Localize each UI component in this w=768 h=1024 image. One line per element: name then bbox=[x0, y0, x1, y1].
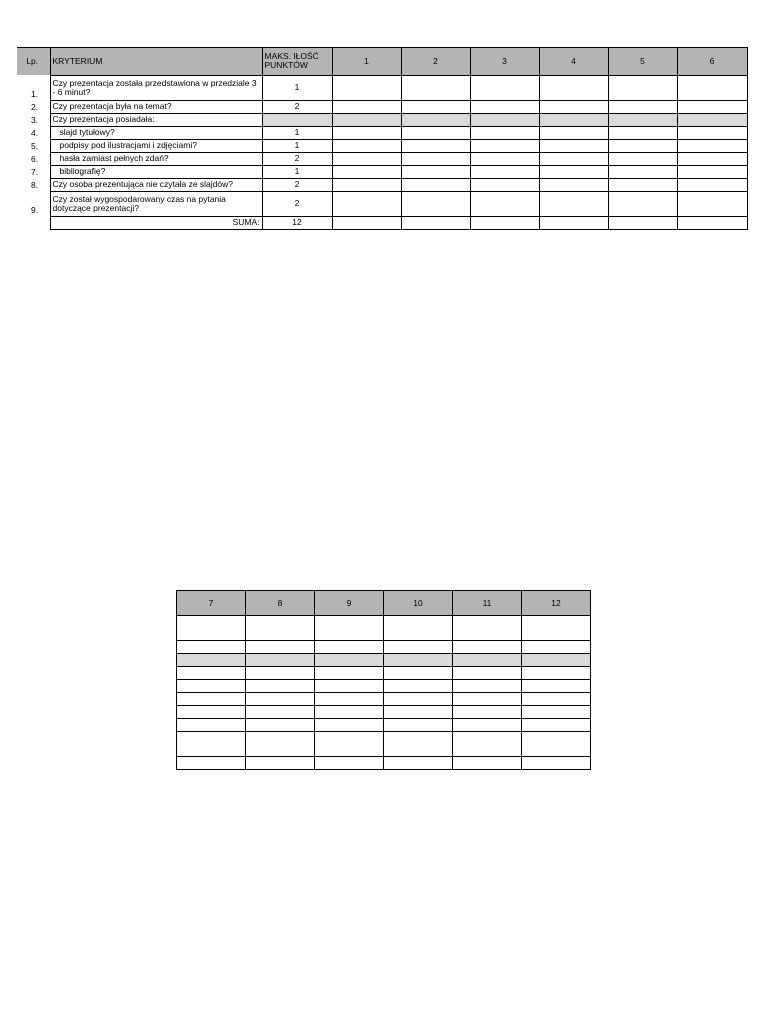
sum-cell[interactable] bbox=[522, 757, 591, 770]
score-cell[interactable] bbox=[401, 139, 470, 152]
row-number: 8. bbox=[31, 180, 39, 190]
score-cell[interactable] bbox=[539, 191, 608, 216]
header-col-7: 7 bbox=[177, 591, 246, 616]
score-cell[interactable] bbox=[608, 152, 677, 165]
sum-max-points: 12 bbox=[262, 216, 332, 229]
score-cell bbox=[677, 113, 747, 126]
row-criterion: hasła zamiast pełnych zdań? bbox=[50, 152, 262, 165]
score-cell[interactable] bbox=[470, 178, 539, 191]
row-criterion: Czy został wygospodarowany czas na pytania dotyczące prezentacji? bbox=[50, 191, 262, 216]
sum-cell[interactable] bbox=[470, 216, 539, 229]
table-row bbox=[177, 616, 591, 641]
row-number-empty bbox=[17, 216, 50, 229]
row-criterion: bibliografię? bbox=[50, 165, 262, 178]
score-cell[interactable] bbox=[246, 719, 315, 732]
score-cell[interactable] bbox=[539, 100, 608, 113]
row-criterion: Czy prezentacja była na temat? bbox=[50, 100, 262, 113]
score-cell[interactable] bbox=[246, 667, 315, 680]
score-cell bbox=[401, 113, 470, 126]
header-col-1: 1 bbox=[332, 48, 401, 76]
table-row bbox=[177, 641, 591, 654]
sum-cell[interactable] bbox=[315, 757, 384, 770]
score-cell bbox=[608, 113, 677, 126]
score-cell[interactable] bbox=[608, 178, 677, 191]
score-cell bbox=[315, 654, 384, 667]
sum-cell[interactable] bbox=[177, 757, 246, 770]
table-row bbox=[17, 100, 747, 113]
score-cell[interactable] bbox=[539, 152, 608, 165]
row-number: 6. bbox=[31, 154, 39, 164]
score-cell bbox=[470, 113, 539, 126]
score-cell[interactable] bbox=[332, 75, 401, 100]
score-cell[interactable] bbox=[332, 165, 401, 178]
score-cell[interactable] bbox=[384, 719, 453, 732]
score-cell[interactable] bbox=[384, 667, 453, 680]
score-cell[interactable] bbox=[401, 152, 470, 165]
table-row bbox=[17, 152, 747, 165]
table-row-section bbox=[177, 654, 591, 667]
score-cell[interactable] bbox=[608, 126, 677, 139]
row-criterion: Czy prezentacja została przedstawiona w przedziale 3 - 6 minut? bbox=[50, 75, 262, 100]
score-cell[interactable] bbox=[677, 100, 747, 113]
score-cell[interactable] bbox=[539, 126, 608, 139]
table-row bbox=[17, 75, 747, 100]
header-col-2: 2 bbox=[401, 48, 470, 76]
score-cell[interactable] bbox=[315, 732, 384, 757]
table-row bbox=[17, 139, 747, 152]
score-cell[interactable] bbox=[470, 75, 539, 100]
score-cell[interactable] bbox=[522, 680, 591, 693]
score-cell[interactable] bbox=[608, 75, 677, 100]
score-cell[interactable] bbox=[246, 680, 315, 693]
score-cell[interactable] bbox=[177, 719, 246, 732]
score-cell[interactable] bbox=[401, 165, 470, 178]
score-cell[interactable] bbox=[177, 641, 246, 654]
score-cell[interactable] bbox=[384, 706, 453, 719]
score-cell[interactable] bbox=[332, 178, 401, 191]
header-col-12: 12 bbox=[522, 591, 591, 616]
score-cell[interactable] bbox=[315, 616, 384, 641]
score-cell bbox=[522, 654, 591, 667]
score-cell[interactable] bbox=[677, 152, 747, 165]
score-cell[interactable] bbox=[246, 732, 315, 757]
table-row bbox=[17, 178, 747, 191]
score-cell[interactable] bbox=[608, 165, 677, 178]
table-row bbox=[177, 667, 591, 680]
score-cell[interactable] bbox=[401, 100, 470, 113]
score-cell bbox=[539, 113, 608, 126]
sum-label: SUMA: bbox=[50, 216, 262, 229]
header-col-8: 8 bbox=[246, 591, 315, 616]
row-max-points: 2 bbox=[262, 191, 332, 216]
score-cell[interactable] bbox=[608, 100, 677, 113]
score-cell bbox=[246, 654, 315, 667]
table-header-row bbox=[17, 48, 747, 76]
row-max-points bbox=[262, 113, 332, 126]
score-cell[interactable] bbox=[470, 126, 539, 139]
header-col-10: 10 bbox=[384, 591, 453, 616]
score-cell[interactable] bbox=[539, 165, 608, 178]
score-cell[interactable] bbox=[522, 732, 591, 757]
score-cell bbox=[177, 654, 246, 667]
score-cell[interactable] bbox=[401, 191, 470, 216]
row-max-points: 2 bbox=[262, 152, 332, 165]
row-criterion: Czy prezentacja posiadała: bbox=[50, 113, 262, 126]
row-number: 1. bbox=[31, 89, 39, 99]
score-cell[interactable] bbox=[453, 680, 522, 693]
score-cell[interactable] bbox=[539, 139, 608, 152]
table-row bbox=[177, 680, 591, 693]
score-cell[interactable] bbox=[315, 719, 384, 732]
sum-cell[interactable] bbox=[246, 757, 315, 770]
score-cell[interactable] bbox=[401, 178, 470, 191]
table-header-row bbox=[177, 591, 591, 616]
header-col-5: 5 bbox=[608, 48, 677, 76]
header-lp: Lp. bbox=[17, 48, 50, 76]
score-cell[interactable] bbox=[246, 616, 315, 641]
score-cell[interactable] bbox=[522, 667, 591, 680]
score-cell[interactable] bbox=[470, 191, 539, 216]
score-cell[interactable] bbox=[332, 100, 401, 113]
score-cell[interactable] bbox=[470, 152, 539, 165]
score-cell[interactable] bbox=[332, 139, 401, 152]
score-cell[interactable] bbox=[384, 680, 453, 693]
sum-cell[interactable] bbox=[401, 216, 470, 229]
table-row bbox=[177, 693, 591, 706]
score-cell[interactable] bbox=[177, 680, 246, 693]
sum-row bbox=[17, 216, 747, 229]
score-cell[interactable] bbox=[384, 616, 453, 641]
row-number: 4. bbox=[31, 128, 39, 138]
row-max-points: 2 bbox=[262, 178, 332, 191]
score-cell[interactable] bbox=[453, 706, 522, 719]
score-cell[interactable] bbox=[315, 680, 384, 693]
score-cell[interactable] bbox=[315, 693, 384, 706]
score-cell[interactable] bbox=[246, 641, 315, 654]
score-cell[interactable] bbox=[384, 732, 453, 757]
score-cell[interactable] bbox=[453, 641, 522, 654]
score-cell[interactable] bbox=[677, 139, 747, 152]
score-cell[interactable] bbox=[677, 75, 747, 100]
score-cell[interactable] bbox=[177, 616, 246, 641]
score-cell[interactable] bbox=[677, 178, 747, 191]
score-cell[interactable] bbox=[177, 693, 246, 706]
score-cell[interactable] bbox=[522, 693, 591, 706]
score-cell[interactable] bbox=[608, 139, 677, 152]
score-cell[interactable] bbox=[332, 152, 401, 165]
score-cell[interactable] bbox=[522, 616, 591, 641]
header-col-9: 9 bbox=[315, 591, 384, 616]
row-number: 3. bbox=[31, 115, 39, 125]
score-cell[interactable] bbox=[246, 706, 315, 719]
header-col-3: 3 bbox=[470, 48, 539, 76]
row-max-points: 2 bbox=[262, 100, 332, 113]
score-cell[interactable] bbox=[677, 165, 747, 178]
score-cell[interactable] bbox=[470, 100, 539, 113]
table-row-section bbox=[17, 113, 747, 126]
score-cell[interactable] bbox=[677, 191, 747, 216]
row-criterion: slajd tytułowy? bbox=[50, 126, 262, 139]
score-cell[interactable] bbox=[470, 139, 539, 152]
header-col-11: 11 bbox=[453, 591, 522, 616]
table-row bbox=[177, 732, 591, 757]
header-col-6: 6 bbox=[677, 48, 747, 76]
sum-cell[interactable] bbox=[384, 757, 453, 770]
table-row bbox=[177, 719, 591, 732]
score-cell[interactable] bbox=[522, 719, 591, 732]
score-cell[interactable] bbox=[453, 732, 522, 757]
score-cell[interactable] bbox=[522, 641, 591, 654]
table-row bbox=[177, 706, 591, 719]
header-kryterium: KRYTERIUM bbox=[50, 48, 262, 76]
score-cell[interactable] bbox=[470, 165, 539, 178]
table-row bbox=[17, 165, 747, 178]
row-criterion: Czy osoba prezentująca nie czytała ze slajdów? bbox=[50, 178, 262, 191]
sum-cell[interactable] bbox=[332, 216, 401, 229]
score-cell[interactable] bbox=[384, 641, 453, 654]
row-number: 2. bbox=[31, 102, 39, 112]
header-max-points: MAKS. IŁOŚĆ PUNKTÓW bbox=[262, 48, 332, 76]
score-cell[interactable] bbox=[177, 706, 246, 719]
score-cell[interactable] bbox=[677, 126, 747, 139]
score-cell[interactable] bbox=[522, 706, 591, 719]
score-cell bbox=[332, 113, 401, 126]
row-number: 5. bbox=[31, 141, 39, 151]
score-cell[interactable] bbox=[401, 75, 470, 100]
score-cell[interactable] bbox=[453, 667, 522, 680]
score-cell[interactable] bbox=[332, 191, 401, 216]
sum-cell[interactable] bbox=[539, 216, 608, 229]
row-number: 7. bbox=[31, 167, 39, 177]
sum-cell[interactable] bbox=[608, 216, 677, 229]
score-cell[interactable] bbox=[453, 693, 522, 706]
score-cell bbox=[384, 654, 453, 667]
evaluation-table-continued bbox=[176, 590, 591, 770]
sum-cell[interactable] bbox=[677, 216, 747, 229]
evaluation-table bbox=[17, 47, 748, 230]
table-row bbox=[17, 126, 747, 139]
sum-row bbox=[177, 757, 591, 770]
score-cell[interactable] bbox=[177, 732, 246, 757]
score-cell[interactable] bbox=[453, 616, 522, 641]
row-number: 9. bbox=[31, 205, 39, 215]
table-row bbox=[17, 191, 747, 216]
score-cell bbox=[453, 654, 522, 667]
row-max-points: 1 bbox=[262, 75, 332, 100]
row-max-points: 1 bbox=[262, 165, 332, 178]
score-cell[interactable] bbox=[384, 693, 453, 706]
score-cell[interactable] bbox=[539, 178, 608, 191]
score-cell[interactable] bbox=[246, 693, 315, 706]
row-criterion: podpisy pod ilustracjami i zdjęciami? bbox=[50, 139, 262, 152]
score-cell[interactable] bbox=[608, 191, 677, 216]
score-cell[interactable] bbox=[332, 126, 401, 139]
row-max-points: 1 bbox=[262, 126, 332, 139]
header-col-4: 4 bbox=[539, 48, 608, 76]
score-cell[interactable] bbox=[539, 75, 608, 100]
score-cell[interactable] bbox=[315, 667, 384, 680]
score-cell[interactable] bbox=[315, 706, 384, 719]
score-cell[interactable] bbox=[401, 126, 470, 139]
sum-cell[interactable] bbox=[453, 757, 522, 770]
row-max-points: 1 bbox=[262, 139, 332, 152]
score-cell[interactable] bbox=[315, 641, 384, 654]
score-cell[interactable] bbox=[453, 719, 522, 732]
score-cell[interactable] bbox=[177, 667, 246, 680]
